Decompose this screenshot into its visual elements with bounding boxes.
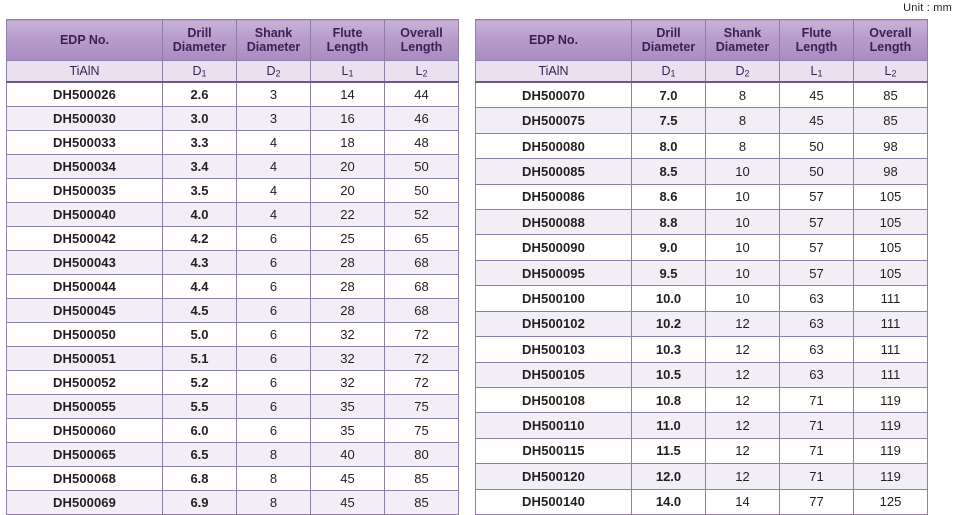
cell-overall-length: 119: [854, 464, 928, 489]
cell-edp: DH500042: [7, 227, 163, 251]
table-row: [7, 131, 459, 155]
cell-drill-diameter: 2.6: [163, 82, 237, 107]
table-row: [7, 155, 459, 179]
header-row: [476, 20, 928, 61]
cell-shank-diameter: 6: [237, 323, 311, 347]
cell-shank-diameter: 8: [237, 443, 311, 467]
table-body-right: [476, 82, 928, 515]
cell-edp: DH500080: [476, 133, 632, 158]
cell-overall-length: 85: [385, 491, 459, 515]
cell-overall-length: 98: [854, 159, 928, 184]
cell-flute-length: 71: [780, 387, 854, 412]
column-header-overall-length: [854, 20, 928, 61]
cell-drill-diameter: 10.0: [632, 286, 706, 311]
cell-shank-diameter: 12: [706, 362, 780, 387]
cell-flute-length: 20: [311, 155, 385, 179]
spec-table-right: [475, 19, 928, 515]
cell-drill-diameter: 3.3: [163, 131, 237, 155]
cell-edp: DH500033: [7, 131, 163, 155]
table-row: [7, 395, 459, 419]
cell-flute-length: 57: [780, 260, 854, 285]
table-row: [476, 260, 928, 285]
cell-drill-diameter: 7.5: [632, 108, 706, 133]
cell-drill-diameter: 5.2: [163, 371, 237, 395]
cell-edp: DH500051: [7, 347, 163, 371]
subheader-coating: TiAlN: [7, 61, 163, 83]
cell-shank-diameter: 6: [237, 299, 311, 323]
cell-shank-diameter: 3: [237, 82, 311, 107]
column-header-shank-diameter: [706, 20, 780, 61]
cell-drill-diameter: 6.0: [163, 419, 237, 443]
cell-edp: DH500034: [7, 155, 163, 179]
cell-overall-length: 72: [385, 371, 459, 395]
table-head-right: [476, 20, 928, 83]
cell-edp: DH500030: [7, 107, 163, 131]
cell-drill-diameter: 10.2: [632, 311, 706, 336]
cell-edp: DH500102: [476, 311, 632, 336]
cell-edp: DH500050: [7, 323, 163, 347]
table-row: [7, 371, 459, 395]
cell-shank-diameter: 12: [706, 311, 780, 336]
header-line-2: Length: [869, 40, 912, 54]
cell-flute-length: 35: [311, 395, 385, 419]
cell-overall-length: 50: [385, 179, 459, 203]
cell-edp: DH500069: [7, 491, 163, 515]
cell-shank-diameter: 6: [237, 371, 311, 395]
cell-shank-diameter: 10: [706, 210, 780, 235]
table-row: [7, 275, 459, 299]
cell-shank-diameter: 12: [706, 337, 780, 362]
cell-overall-length: 52: [385, 203, 459, 227]
cell-flute-length: 45: [311, 467, 385, 491]
cell-edp: DH500100: [476, 286, 632, 311]
cell-flute-length: 45: [780, 82, 854, 108]
cell-edp: DH500044: [7, 275, 163, 299]
table-row: [476, 235, 928, 260]
header-line-2: Diameter: [715, 40, 770, 54]
cell-drill-diameter: 6.8: [163, 467, 237, 491]
header-line-1: Shank: [723, 26, 762, 40]
cell-flute-length: 63: [780, 362, 854, 387]
subheader-d1: D1: [632, 61, 706, 83]
table-head-left: [7, 20, 459, 83]
cell-edp: DH500090: [476, 235, 632, 260]
cell-flute-length: 14: [311, 82, 385, 107]
cell-shank-diameter: 8: [706, 82, 780, 108]
column-header-drill-diameter: [163, 20, 237, 61]
column-header-edp: EDP No.: [7, 20, 163, 61]
table-row: [476, 413, 928, 438]
cell-overall-length: 65: [385, 227, 459, 251]
table-row: [476, 438, 928, 463]
cell-overall-length: 48: [385, 131, 459, 155]
cell-shank-diameter: 10: [706, 235, 780, 260]
cell-edp: DH500095: [476, 260, 632, 285]
cell-drill-diameter: 4.3: [163, 251, 237, 275]
table-row: [7, 251, 459, 275]
cell-drill-diameter: 8.8: [632, 210, 706, 235]
unit-note: Unit : mm: [903, 2, 952, 14]
cell-edp: DH500120: [476, 464, 632, 489]
cell-edp: DH500115: [476, 438, 632, 463]
column-header-flute-length: [311, 20, 385, 61]
cell-drill-diameter: 11.5: [632, 438, 706, 463]
cell-flute-length: 71: [780, 413, 854, 438]
cell-shank-diameter: 4: [237, 203, 311, 227]
table-row: [7, 443, 459, 467]
cell-overall-length: 44: [385, 82, 459, 107]
header-line-1: Shank: [254, 26, 293, 40]
cell-drill-diameter: 7.0: [632, 82, 706, 108]
cell-overall-length: 68: [385, 299, 459, 323]
table-row: [7, 179, 459, 203]
subheader-l1: L1: [311, 61, 385, 83]
header-line-1: Flute: [801, 26, 832, 40]
cell-drill-diameter: 9.5: [632, 260, 706, 285]
cell-overall-length: 111: [854, 362, 928, 387]
cell-shank-diameter: 10: [706, 159, 780, 184]
cell-edp: DH500052: [7, 371, 163, 395]
column-header-shank-diameter: [237, 20, 311, 61]
cell-shank-diameter: 10: [706, 260, 780, 285]
header-line-2: Diameter: [246, 40, 301, 54]
cell-edp: DH500108: [476, 387, 632, 412]
cell-edp: DH500070: [476, 82, 632, 108]
cell-drill-diameter: 4.4: [163, 275, 237, 299]
cell-overall-length: 105: [854, 260, 928, 285]
table-row: [7, 491, 459, 515]
cell-overall-length: 72: [385, 323, 459, 347]
cell-overall-length: 85: [854, 108, 928, 133]
cell-flute-length: 28: [311, 299, 385, 323]
header-line-2: Length: [400, 40, 443, 54]
cell-drill-diameter: 3.5: [163, 179, 237, 203]
cell-overall-length: 98: [854, 133, 928, 158]
cell-edp: DH500110: [476, 413, 632, 438]
cell-flute-length: 32: [311, 371, 385, 395]
header-line-1: Flute: [332, 26, 363, 40]
header-row: [7, 20, 459, 61]
cell-overall-length: 85: [854, 82, 928, 108]
table-row: [476, 387, 928, 412]
cell-edp: DH500085: [476, 159, 632, 184]
cell-flute-length: 20: [311, 179, 385, 203]
cell-flute-length: 45: [780, 108, 854, 133]
cell-shank-diameter: 12: [706, 438, 780, 463]
column-header-drill-diameter: [632, 20, 706, 61]
cell-shank-diameter: 10: [706, 286, 780, 311]
cell-edp: DH500040: [7, 203, 163, 227]
table-row: [476, 133, 928, 158]
table-row: [7, 203, 459, 227]
cell-overall-length: 72: [385, 347, 459, 371]
cell-overall-length: 105: [854, 210, 928, 235]
table-row: [476, 489, 928, 514]
cell-overall-length: 50: [385, 155, 459, 179]
cell-edp: DH500055: [7, 395, 163, 419]
cell-drill-diameter: 12.0: [632, 464, 706, 489]
cell-overall-length: 68: [385, 251, 459, 275]
cell-flute-length: 35: [311, 419, 385, 443]
cell-drill-diameter: 10.3: [632, 337, 706, 362]
column-header-edp: EDP No.: [476, 20, 632, 61]
tables-container: [6, 19, 928, 515]
table-row: [476, 210, 928, 235]
cell-drill-diameter: 4.0: [163, 203, 237, 227]
cell-overall-length: 75: [385, 419, 459, 443]
cell-flute-length: 40: [311, 443, 385, 467]
cell-shank-diameter: 4: [237, 179, 311, 203]
cell-drill-diameter: 11.0: [632, 413, 706, 438]
cell-flute-length: 22: [311, 203, 385, 227]
cell-shank-diameter: 8: [237, 467, 311, 491]
table-row: [476, 159, 928, 184]
cell-drill-diameter: 10.8: [632, 387, 706, 412]
table-row: [476, 311, 928, 336]
cell-flute-length: 77: [780, 489, 854, 514]
table-row: [7, 323, 459, 347]
header-line-1: Drill: [187, 26, 212, 40]
cell-overall-length: 111: [854, 311, 928, 336]
cell-drill-diameter: 8.5: [632, 159, 706, 184]
cell-shank-diameter: 6: [237, 275, 311, 299]
table-row: [7, 299, 459, 323]
subheader-l2: L2: [854, 61, 928, 83]
cell-overall-length: 119: [854, 387, 928, 412]
cell-overall-length: 46: [385, 107, 459, 131]
header-line-2: Diameter: [172, 40, 227, 54]
cell-drill-diameter: 6.5: [163, 443, 237, 467]
header-line-1: Overall: [869, 26, 912, 40]
cell-drill-diameter: 3.4: [163, 155, 237, 179]
table-body-left: [7, 82, 459, 515]
header-line-2: Diameter: [641, 40, 696, 54]
cell-flute-length: 63: [780, 311, 854, 336]
cell-shank-diameter: 6: [237, 347, 311, 371]
cell-flute-length: 28: [311, 251, 385, 275]
cell-overall-length: 75: [385, 395, 459, 419]
table-row: [476, 286, 928, 311]
cell-drill-diameter: 14.0: [632, 489, 706, 514]
cell-edp: DH500103: [476, 337, 632, 362]
cell-flute-length: 32: [311, 323, 385, 347]
cell-edp: DH500065: [7, 443, 163, 467]
cell-edp: DH500088: [476, 210, 632, 235]
cell-drill-diameter: 4.2: [163, 227, 237, 251]
table-row: [476, 108, 928, 133]
cell-shank-diameter: 14: [706, 489, 780, 514]
cell-edp: DH500140: [476, 489, 632, 514]
cell-shank-diameter: 8: [237, 491, 311, 515]
cell-flute-length: 50: [780, 159, 854, 184]
cell-flute-length: 57: [780, 235, 854, 260]
spec-table-left: [6, 19, 459, 515]
cell-shank-diameter: 6: [237, 419, 311, 443]
cell-flute-length: 32: [311, 347, 385, 371]
cell-flute-length: 18: [311, 131, 385, 155]
cell-edp: DH500026: [7, 82, 163, 107]
cell-shank-diameter: 10: [706, 184, 780, 209]
cell-shank-diameter: 6: [237, 227, 311, 251]
header-line-2: Length: [795, 40, 838, 54]
cell-overall-length: 105: [854, 235, 928, 260]
column-header-overall-length: [385, 20, 459, 61]
cell-flute-length: 63: [780, 286, 854, 311]
cell-drill-diameter: 10.5: [632, 362, 706, 387]
cell-drill-diameter: 4.5: [163, 299, 237, 323]
cell-flute-length: 57: [780, 184, 854, 209]
cell-flute-length: 16: [311, 107, 385, 131]
table-row: [7, 467, 459, 491]
cell-shank-diameter: 6: [237, 251, 311, 275]
subheader-d2: D2: [237, 61, 311, 83]
table-row: [476, 362, 928, 387]
table-row: [7, 107, 459, 131]
cell-overall-length: 111: [854, 337, 928, 362]
cell-shank-diameter: 8: [706, 133, 780, 158]
cell-shank-diameter: 4: [237, 131, 311, 155]
table-row: [7, 227, 459, 251]
cell-edp: DH500075: [476, 108, 632, 133]
cell-shank-diameter: 12: [706, 464, 780, 489]
cell-flute-length: 45: [311, 491, 385, 515]
cell-drill-diameter: 3.0: [163, 107, 237, 131]
column-header-flute-length: [780, 20, 854, 61]
cell-drill-diameter: 8.0: [632, 133, 706, 158]
header-line-2: Length: [326, 40, 369, 54]
cell-edp: DH500035: [7, 179, 163, 203]
cell-drill-diameter: 5.0: [163, 323, 237, 347]
cell-shank-diameter: 12: [706, 413, 780, 438]
cell-flute-length: 71: [780, 438, 854, 463]
cell-overall-length: 68: [385, 275, 459, 299]
subheader-d2: D2: [706, 61, 780, 83]
header-line-1: Drill: [656, 26, 681, 40]
cell-drill-diameter: 5.1: [163, 347, 237, 371]
cell-flute-length: 63: [780, 337, 854, 362]
cell-edp: DH500086: [476, 184, 632, 209]
cell-shank-diameter: 12: [706, 387, 780, 412]
cell-overall-length: 80: [385, 443, 459, 467]
table-row: [476, 464, 928, 489]
cell-drill-diameter: 6.9: [163, 491, 237, 515]
subheader-row: [7, 61, 459, 83]
cell-overall-length: 119: [854, 413, 928, 438]
subheader-l1: L1: [780, 61, 854, 83]
subheader-l2: L2: [385, 61, 459, 83]
cell-overall-length: 119: [854, 438, 928, 463]
cell-overall-length: 105: [854, 184, 928, 209]
table-row: [476, 337, 928, 362]
subheader-row: [476, 61, 928, 83]
table-row: [476, 184, 928, 209]
cell-edp: DH500105: [476, 362, 632, 387]
cell-edp: DH500045: [7, 299, 163, 323]
cell-flute-length: 71: [780, 464, 854, 489]
cell-flute-length: 28: [311, 275, 385, 299]
subheader-d1: D1: [163, 61, 237, 83]
table-row: [7, 82, 459, 107]
cell-flute-length: 25: [311, 227, 385, 251]
cell-drill-diameter: 5.5: [163, 395, 237, 419]
cell-overall-length: 125: [854, 489, 928, 514]
cell-shank-diameter: 4: [237, 155, 311, 179]
table-row: [7, 347, 459, 371]
cell-edp: DH500068: [7, 467, 163, 491]
cell-drill-diameter: 9.0: [632, 235, 706, 260]
cell-edp: DH500043: [7, 251, 163, 275]
cell-flute-length: 57: [780, 210, 854, 235]
cell-shank-diameter: 3: [237, 107, 311, 131]
cell-edp: DH500060: [7, 419, 163, 443]
table-row: [476, 82, 928, 108]
cell-overall-length: 111: [854, 286, 928, 311]
cell-flute-length: 50: [780, 133, 854, 158]
table-row: [7, 419, 459, 443]
cell-shank-diameter: 8: [706, 108, 780, 133]
cell-shank-diameter: 6: [237, 395, 311, 419]
cell-drill-diameter: 8.6: [632, 184, 706, 209]
subheader-coating: TiAlN: [476, 61, 632, 83]
cell-overall-length: 85: [385, 467, 459, 491]
header-line-1: Overall: [400, 26, 443, 40]
